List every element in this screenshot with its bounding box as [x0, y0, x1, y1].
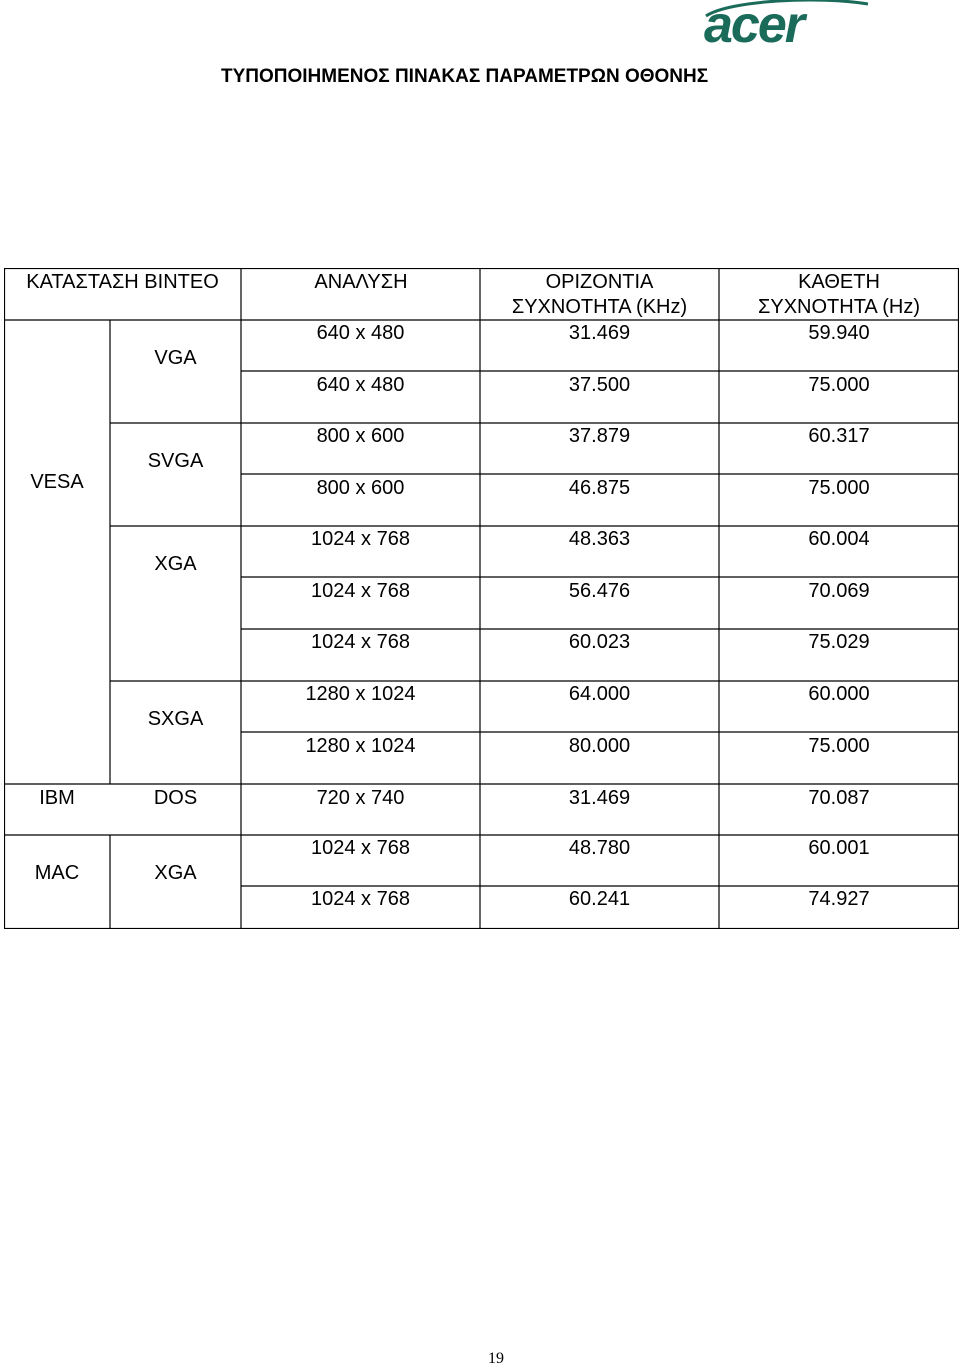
subgroup-label-svga: SVGA — [147, 450, 204, 472]
group-label-mac: MAC — [34, 862, 80, 884]
vertical-frequency-cell: 74.927 — [808, 888, 870, 910]
resolution-cell: 1024 x 768 — [311, 631, 410, 653]
resolution-cell: 640 x 480 — [316, 322, 405, 344]
subgroup-label-mac-xga: XGA — [154, 862, 197, 884]
horizontal-frequency-cell: 37.879 — [568, 425, 631, 447]
vertical-frequency-cell: 60.317 — [808, 425, 870, 447]
resolution-cell: 1280 x 1024 — [305, 683, 416, 705]
resolution-cell: 640 x 480 — [316, 374, 405, 396]
resolution-cell: 720 x 740 — [316, 787, 405, 809]
vertical-frequency-cell: 70.087 — [808, 787, 870, 809]
horizontal-frequency-cell: 60.023 — [568, 631, 631, 653]
horizontal-frequency-cell: 48.780 — [568, 837, 631, 859]
acer-logo — [700, 0, 870, 52]
vertical-frequency-cell: 60.004 — [808, 528, 870, 550]
logo-text: acer — [704, 0, 803, 52]
resolution-cell: 1024 x 768 — [311, 580, 410, 602]
header-vertical-frequency-line1: ΚΑΘΕΤΗ — [798, 271, 880, 293]
resolution-cell: 1024 x 768 — [311, 837, 410, 859]
resolution-cell: 800 x 600 — [316, 477, 405, 499]
resolution-cell: 1280 x 1024 — [305, 735, 416, 757]
resolution-cell: 1024 x 768 — [311, 888, 410, 910]
vertical-frequency-cell: 75.000 — [808, 735, 870, 757]
vertical-frequency-cell: 75.029 — [808, 631, 870, 653]
header-horizontal-frequency-line2: ΣΥΧΝΟΤΗΤΑ (KHz) — [511, 296, 688, 318]
resolution-cell: 1024 x 768 — [311, 528, 410, 550]
horizontal-frequency-cell: 37.500 — [568, 374, 631, 396]
horizontal-frequency-cell: 56.476 — [568, 580, 631, 602]
vertical-frequency-cell: 70.069 — [808, 580, 870, 602]
header-horizontal-frequency-line1: ΟΡΙΖΟΝΤΙΑ — [545, 271, 654, 293]
resolution-cell: 800 x 600 — [316, 425, 405, 447]
display-modes-table — [4, 268, 959, 929]
subgroup-label-sxga: SXGA — [147, 708, 204, 730]
subgroup-label-vga: VGA — [154, 347, 197, 369]
page-number: 19 — [488, 1350, 504, 1367]
subgroup-label-dos: DOS — [153, 787, 198, 809]
vertical-frequency-cell: 60.000 — [808, 683, 870, 705]
horizontal-frequency-cell: 80.000 — [568, 735, 631, 757]
horizontal-frequency-cell: 64.000 — [568, 683, 631, 705]
horizontal-frequency-cell: 48.363 — [568, 528, 631, 550]
vertical-frequency-cell: 59.940 — [808, 322, 870, 344]
vertical-frequency-cell: 75.000 — [808, 374, 870, 396]
horizontal-frequency-cell: 60.241 — [568, 888, 631, 910]
horizontal-frequency-cell: 31.469 — [568, 322, 631, 344]
horizontal-frequency-cell: 31.469 — [568, 787, 631, 809]
header-video-mode: ΚΑΤΑΣΤΑΣΗ ΒΙΝΤΕΟ — [26, 271, 219, 293]
subgroup-label-xga: XGA — [154, 553, 197, 575]
document-title: ΤΥΠΟΠΟΙΗΜΕΝΟΣ ΠΙΝΑΚΑΣ ΠΑΡΑΜΕΤΡΩΝ ΟΘΟΝΗΣ — [221, 66, 709, 87]
group-label-vesa: VESA — [30, 471, 84, 493]
vertical-frequency-cell: 75.000 — [808, 477, 870, 499]
header-resolution: ΑΝΑΛΥΣΗ — [314, 271, 408, 293]
horizontal-frequency-cell: 46.875 — [568, 477, 631, 499]
vertical-frequency-cell: 60.001 — [808, 837, 870, 859]
group-label-ibm: IBM — [39, 787, 75, 809]
header-vertical-frequency-line2: ΣΥΧΝΟΤΗΤΑ (Hz) — [758, 296, 920, 318]
